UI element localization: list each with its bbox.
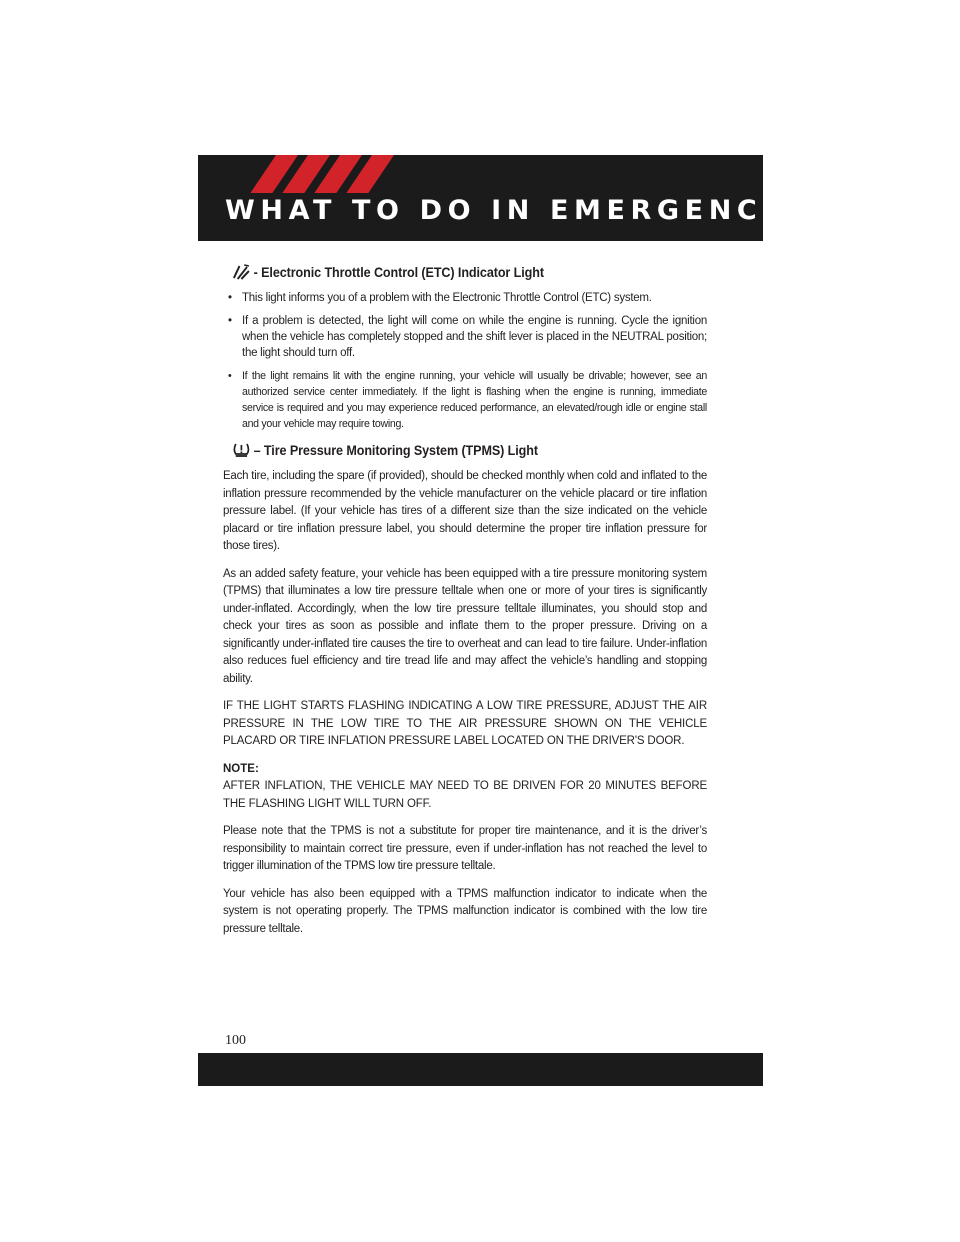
footer-band xyxy=(198,1053,763,1086)
note-label: NOTE: xyxy=(223,762,259,775)
etc-bullet-list xyxy=(223,290,707,432)
list-item: • If the light remains lit with the engine running, your vehicle will usually be drivable; however, see an authorized service center immediately. If the light is flashing when the engine is running, immediate service is required and you may experience reduced performance, an elevated/rough idle or engine stall and your vehicle may require towing. xyxy=(228,370,707,430)
chapter-header-band xyxy=(198,155,828,241)
etc-section-heading xyxy=(232,264,679,280)
tpms-paragraph-malfunction: Your vehicle has also been equipped with a TPMS malfunction indicator to indicate when the system is not operating properly. The TPMS malfunction indicator is combined with the low tire pressure telltale. xyxy=(223,887,707,935)
list-item: • If a problem is detected, the light will come on while the engine is running. Cycle the ignition when the vehicle has completely stopped and the shift lever is placed in the NEUTRAL position; the light should turn off. xyxy=(228,315,707,359)
tpms-heading-text: – Tire Pressure Monitoring System (TPMS) Light xyxy=(253,442,538,458)
chapter-title: WHAT TO DO IN EMERGENCIES xyxy=(225,195,828,226)
tpms-paragraph-maintenance: Please note that the TPMS is not a substitute for proper tire maintenance, and it is the driver’s responsibility to maintain correct tire pressure, even if under-inflation has not reached the level to trigger illumination of the TPMS low tire pressure telltale. xyxy=(223,825,707,872)
tpms-paragraph-monthly-check: Each tire, including the spare (if provided), should be checked monthly when cold and inflated to the inflation pressure recommended by the vehicle manufacturer on the vehicle placard or tire inflation pressure label. (If your vehicle has tires of a different size than the size indicated on the vehicle placard or tire inflation pressure label, you should determine the proper tire inflation pressure for those tires). xyxy=(223,470,707,552)
list-item: • This light informs you of a problem with the Electronic Throttle Control (ETC) system. xyxy=(228,292,652,304)
page-content xyxy=(223,264,707,948)
note-text: AFTER INFLATION, THE VEHICLE MAY NEED TO BE DRIVEN FOR 20 MINUTES BEFORE THE FLASHING LIGHT WILL TURN OFF. xyxy=(223,780,707,810)
throttle-control-icon xyxy=(232,264,251,280)
tpms-section-heading xyxy=(232,442,679,458)
page-number: 100 xyxy=(225,1033,246,1048)
etc-heading-text: - Electronic Throttle Control (ETC) Indicator Light xyxy=(253,264,544,280)
tpms-paragraph-flashing-warning: IF THE LIGHT STARTS FLASHING INDICATING A LOW TIRE PRESSURE, ADJUST THE AIR PRESSURE IN THE LOW TIRE TO THE AIR PRESSURE SHOWN ON THE VEHICLE PLACARD OR TIRE INFLATION PRESSURE LABEL LOCATED ON THE DRIVER'S DOOR. xyxy=(223,700,707,747)
tpms-paragraph-safety-feature: As an added safety feature, your vehicle has been equipped with a tire pressure monitoring system (TPMS) that illuminates a low tire pressure telltale when one or more of your tires is significantly under-inflated. Accordingly, when the low tire pressure telltale illuminates, you should stop and check your tires as soon as possible and inflate them to the proper pressure. Driving on a significantly under-inflated tire causes the tire to overheat and can lead to tire failure. Under-inflation also reduces fuel efficiency and tire tread life and may affect the vehicle’s handling and stopping ability. xyxy=(223,567,707,685)
tire-pressure-warning-icon xyxy=(232,442,251,458)
